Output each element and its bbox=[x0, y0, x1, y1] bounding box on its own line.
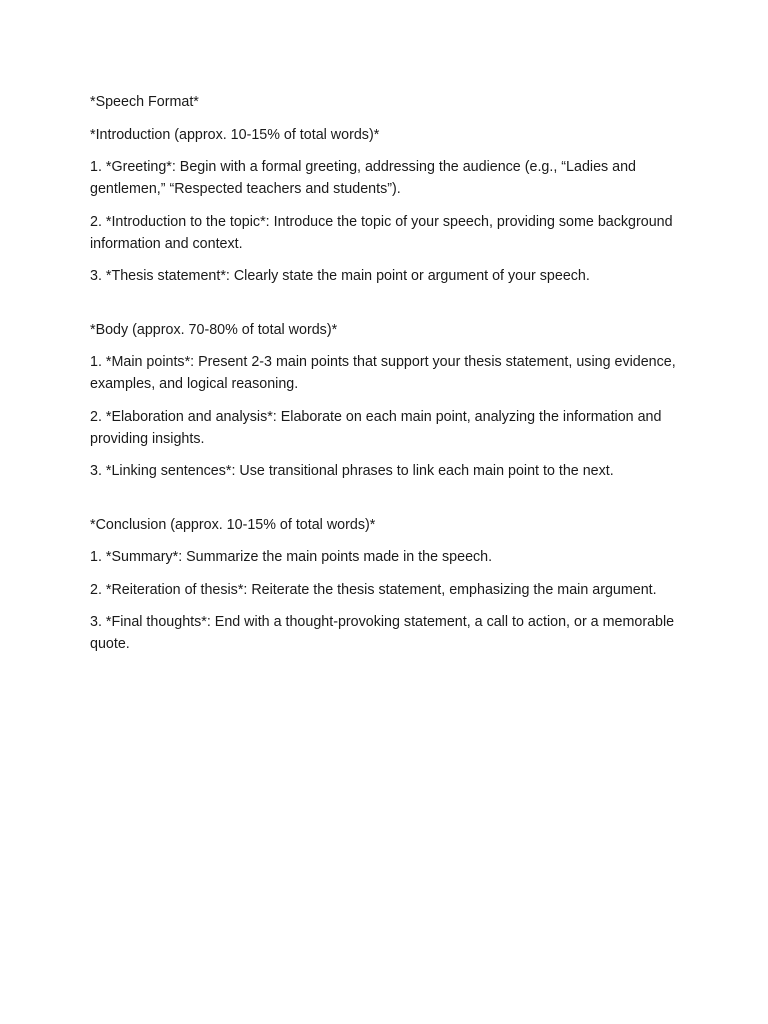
document-title: *Speech Format* bbox=[90, 94, 199, 110]
document-body bbox=[90, 91, 690, 666]
section-heading-conclusion: *Conclusion (approx. 10-15% of total words)* bbox=[90, 516, 376, 533]
list-item: 1. *Greeting*: Begin with a formal greeting, addressing the audience (e.g., “Ladies and gentlemen,” “Respected teachers and students”). bbox=[90, 159, 636, 197]
list-item: 2. *Reiteration of thesis*: Reiterate the thesis statement, emphasizing the main argument. bbox=[90, 581, 657, 598]
list-item: 3. *Linking sentences*: Use transitional phrases to link each main point to the next. bbox=[90, 463, 614, 479]
list-item: 3. *Final thoughts*: End with a thought-provoking statement, a call to action, or a memorable quote. bbox=[90, 614, 675, 652]
list-item: 2. *Elaboration and analysis*: Elaborate on each main point, analyzing the information and providing insights. bbox=[90, 408, 662, 447]
list-item: 3. *Thesis statement*: Clearly state the main point or argument of your speech. bbox=[90, 268, 590, 284]
section-heading-body: *Body (approx. 70-80% of total words)* bbox=[90, 321, 338, 338]
list-item: 1. *Summary*: Summarize the main points made in the speech. bbox=[90, 549, 493, 565]
section-heading-introduction: *Introduction (approx. 10-15% of total words)* bbox=[90, 126, 380, 143]
section-spacer bbox=[90, 493, 690, 514]
list-item: 1. *Main points*: Present 2-3 main points that support your thesis statement, using evidence, examples, and logical reasoning. bbox=[90, 354, 676, 392]
list-item: 2. *Introduction to the topic*: Introduce the topic of your speech, providing some background information and context. bbox=[90, 213, 673, 252]
section-spacer bbox=[90, 298, 690, 319]
